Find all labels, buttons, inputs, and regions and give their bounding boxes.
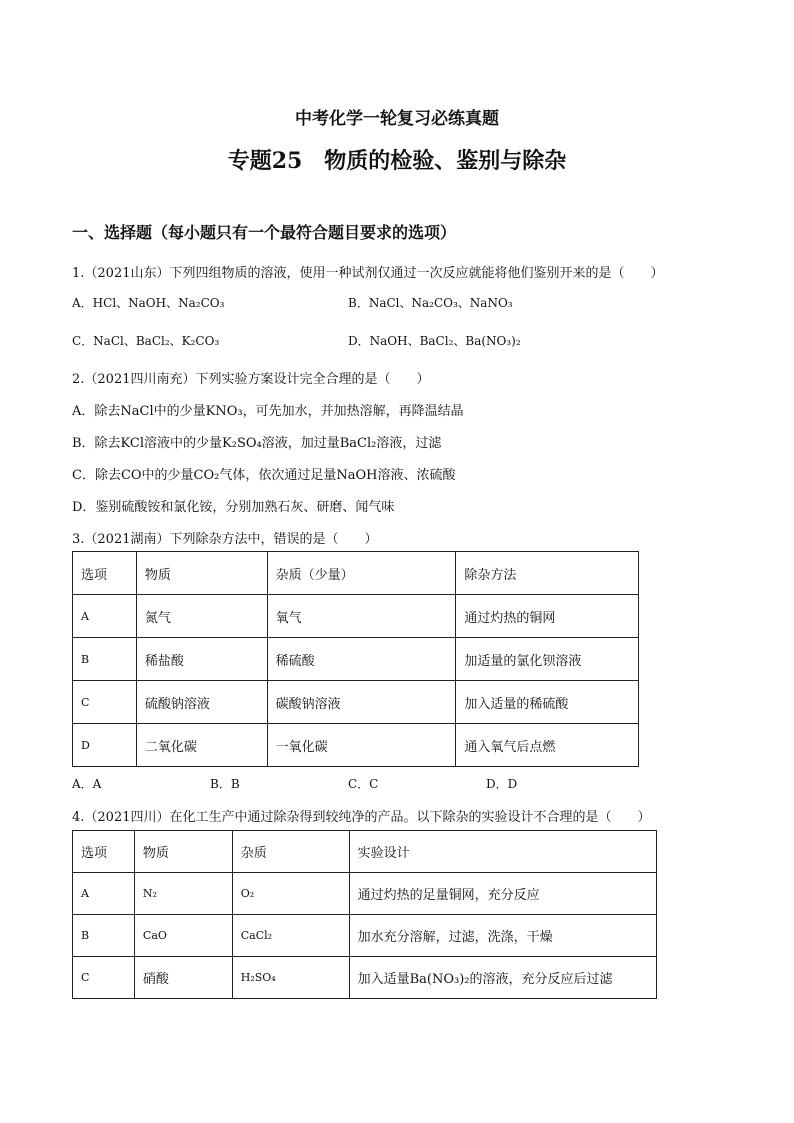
header-cell: 选项 <box>73 831 135 873</box>
table-cell: B <box>73 638 137 681</box>
table-cell: 加适量的氯化钡溶液 <box>456 638 639 681</box>
table-cell: 通过灼热的铜网 <box>456 595 639 638</box>
table-cell: 加入适量的稀硫酸 <box>456 681 639 724</box>
table-cell: A <box>73 595 137 638</box>
question-4-table <box>72 830 657 999</box>
table-cell: O₂ <box>232 873 349 915</box>
document-subtitle: 专题25 物质的检验、鉴别与除杂 <box>227 148 567 174</box>
question-1-option-d: D．NaOH、BaCl₂、Ba(NO₃)₂ <box>348 334 521 348</box>
header-cell: 除杂方法 <box>456 552 639 595</box>
question-2-stem: 2.（2021四川南充）下列实验方案设计完全合理的是（ ） <box>72 372 430 387</box>
table-header-row <box>73 552 639 595</box>
question-4-stem: 4.（2021四川）在化工生产中通过除杂得到较纯净的产品。以下除杂的实验设计不合理的是（ ） <box>72 810 651 825</box>
table-cell: 稀硫酸 <box>267 638 456 681</box>
table-cell: H₂SO₄ <box>232 957 349 999</box>
question-3-option-c: C．C <box>348 777 379 791</box>
question-1-option-c: C．NaCl、BaCl₂、K₂CO₃ <box>72 334 220 348</box>
header-cell: 实验设计 <box>349 831 656 873</box>
question-2-option-b: B．除去KCl溶液中的少量K₂SO₄溶液，加过量BaCl₂溶液，过滤 <box>72 436 442 451</box>
table-cell: N₂ <box>134 873 232 915</box>
header-cell: 杂质 <box>232 831 349 873</box>
table-cell: 碳酸钠溶液 <box>267 681 456 724</box>
table-cell: A <box>73 873 135 915</box>
question-2-option-a: A．除去NaCl中的少量KNO₃，可先加水，并加热溶解，再降温结晶 <box>72 404 464 419</box>
section-heading: 一、选择题（每小题只有一个最符合题目要求的选项） <box>72 223 457 242</box>
table-cell: 稀盐酸 <box>136 638 267 681</box>
header-cell: 物质 <box>136 552 267 595</box>
question-2-option-d: D．鉴别硫酸铵和氯化铵，分别加熟石灰、研磨、闻气味 <box>72 500 395 515</box>
table-cell: 氧气 <box>267 595 456 638</box>
table-cell: 氮气 <box>136 595 267 638</box>
question-3-stem: 3.（2021湖南）下列除杂方法中，错误的是（ ） <box>72 532 378 547</box>
table-cell: CaCl₂ <box>232 915 349 957</box>
question-1-option-b: B．NaCl、Na₂CO₃、NaNO₃ <box>348 296 513 310</box>
table-cell: 硫酸钠溶液 <box>136 681 267 724</box>
table-cell: CaO <box>134 915 232 957</box>
header-cell: 杂质（少量） <box>267 552 456 595</box>
table-cell: 二氧化碳 <box>136 724 267 767</box>
table-row <box>73 957 657 999</box>
table-row <box>73 915 657 957</box>
question-1-stem: 1.（2021山东）下列四组物质的溶液，使用一种试剂仅通过一次反应就能将他们鉴别开来的是（ ） <box>72 266 664 281</box>
table-cell: D <box>73 724 137 767</box>
table-row <box>73 681 639 724</box>
question-2-option-c: C．除去CO中的少量CO₂气体，依次通过足量NaOH溶液、浓硫酸 <box>72 468 456 483</box>
table-cell: B <box>73 915 135 957</box>
table-row <box>73 873 657 915</box>
table-cell: 一氧化碳 <box>267 724 456 767</box>
table-cell: 通过灼热的足量铜网，充分反应 <box>349 873 656 915</box>
table-cell: 加入适量Ba(NO₃)₂的溶液，充分反应后过滤 <box>349 957 656 999</box>
table-cell: 通入氧气后点燃 <box>456 724 639 767</box>
question-1-option-a: A．HCl、NaOH、Na₂CO₃ <box>72 296 225 310</box>
table-row <box>73 638 639 681</box>
table-cell: C <box>73 681 137 724</box>
table-cell: C <box>73 957 135 999</box>
table-cell: 硝酸 <box>134 957 232 999</box>
document-title: 中考化学一轮复习必练真题 <box>295 109 499 129</box>
table-cell: 加水充分溶解，过滤，洗涤，干燥 <box>349 915 656 957</box>
question-3-table <box>72 551 639 767</box>
table-row <box>73 595 639 638</box>
table-header-row <box>73 831 657 873</box>
question-3-option-d: D．D <box>486 777 518 791</box>
header-cell: 物质 <box>134 831 232 873</box>
question-3-option-a: A．A <box>72 777 102 791</box>
table-row <box>73 724 639 767</box>
header-cell: 选项 <box>73 552 137 595</box>
question-3-option-b: B．B <box>210 777 240 791</box>
